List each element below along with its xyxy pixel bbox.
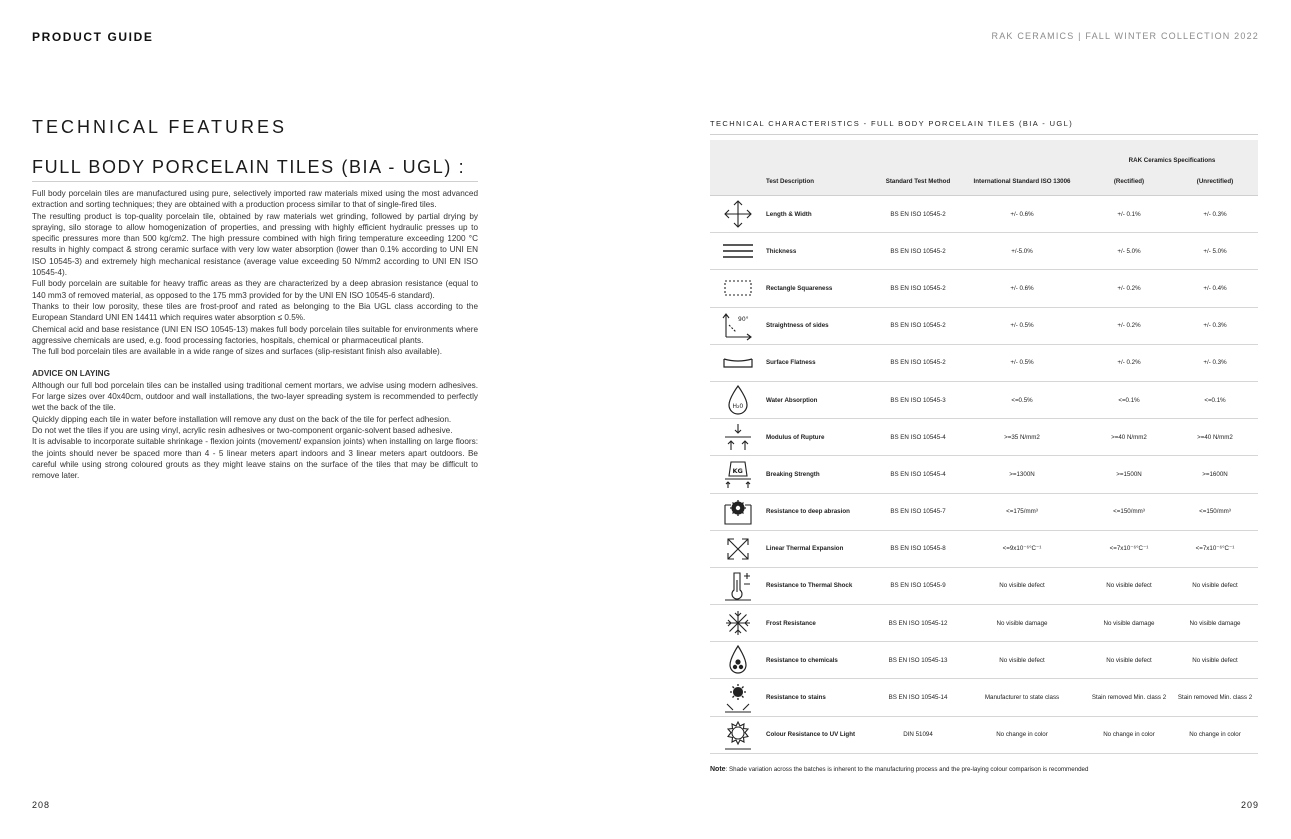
advice-paragraph: Although our full bod porcelain tiles can be installed using traditional cement mortars, we advise using modern adhesives. For large sizes over 40x40cm, outdoor and wall installations, the two-layer spreading system is recommended to perfectly wet the back of the tile. (32, 380, 478, 413)
unrectified-value: +/- 0.4% (1172, 270, 1258, 307)
rectified-value: >=1500N (1086, 456, 1172, 493)
standard-test-method: BS EN ISO 10545-8 (878, 530, 958, 567)
rectified-value: +/- 0.1% (1086, 196, 1172, 233)
header-spacer (958, 140, 1086, 167)
test-description: Length & Width (766, 196, 878, 233)
standard-test-method: BS EN ISO 10545-9 (878, 567, 958, 604)
page-number-left: 208 (32, 800, 51, 810)
standard-test-method: BS EN ISO 10545-2 (878, 344, 958, 381)
unrectified-value: +/- 0.3% (1172, 344, 1258, 381)
unrectified-value: >=1600N (1172, 456, 1258, 493)
unrectified-value: No visible damage (1172, 605, 1258, 642)
iso-standard-value: <=175/mm³ (958, 493, 1086, 530)
unrectified-value: +/- 5.0% (1172, 233, 1258, 270)
table-row (710, 530, 1258, 567)
dashed-rectangle-icon (710, 270, 766, 307)
table-row (710, 642, 1258, 679)
iso-standard-value: >=35 N/mm2 (958, 419, 1086, 456)
test-description: Resistance to chemicals (766, 642, 878, 679)
standard-test-method: BS EN ISO 10545-4 (878, 419, 958, 456)
test-description: Straightness of sides (766, 307, 878, 344)
iso-standard-value: +/- 0.6% (958, 270, 1086, 307)
rectified-value: No visible defect (1086, 642, 1172, 679)
stain-splash-icon (710, 679, 766, 716)
snowflake-icon (710, 605, 766, 642)
svg-text:H₂0: H₂0 (732, 403, 744, 411)
test-description: Breaking Strength (766, 456, 878, 493)
advice-heading: ADVICE ON LAYING (32, 369, 110, 379)
test-description: Modulus of Rupture (766, 419, 878, 456)
unrectified-value: >=40 N/mm2 (1172, 419, 1258, 456)
table-row (710, 679, 1258, 716)
rectified-value: +/- 5.0% (1086, 233, 1172, 270)
table-row (710, 419, 1258, 456)
rak-specifications-header: RAK Ceramics Specifications (1086, 140, 1258, 167)
test-description: Frost Resistance (766, 605, 878, 642)
rectified-value: +/- 0.2% (1086, 344, 1172, 381)
iso-standard-value: Manufacturer to state class (958, 679, 1086, 716)
test-description: Rectangle Squareness (766, 270, 878, 307)
rectified-value: +/- 0.2% (1086, 270, 1172, 307)
unrectified-value: +/- 0.3% (1172, 196, 1258, 233)
table-row (710, 716, 1258, 753)
icon-column-header (710, 167, 766, 196)
rectified-value: <=0.1% (1086, 381, 1172, 418)
page-number-right: 209 (1240, 800, 1259, 810)
rupture-arrows-icon (710, 419, 766, 456)
right-angle-icon (710, 307, 766, 344)
iso-standard-value: No visible damage (958, 605, 1086, 642)
unrectified-value: <=150/mm³ (1172, 493, 1258, 530)
sun-uv-icon (710, 716, 766, 753)
water-drop-icon (710, 381, 766, 418)
column-header: International Standard ISO 13006 (958, 167, 1086, 196)
paragraph: Chemical acid and base resistance (UNI EN ISO 10545-13) makes full body porcelain tiles suitable for environments where aggressive chemicals are used, e.g. food processing factories, hospitals, chemical or pharmaceutical plants. (32, 324, 478, 345)
note-text: : Shade variation across the batches is inherent to the manufacturing process and the pre-laying colour comparison is recommended (725, 766, 1089, 773)
table-row (710, 196, 1258, 233)
table-row (710, 456, 1258, 493)
subtitle: FULL BODY PORCELAIN TILES (BIA - UGL) : (32, 157, 478, 182)
expansion-arrows-icon (710, 530, 766, 567)
rectified-value: No visible damage (1086, 605, 1172, 642)
iso-standard-value: >=1300N (958, 456, 1086, 493)
specifications-table (710, 140, 1258, 754)
table-row (710, 567, 1258, 604)
rectified-value: +/- 0.2% (1086, 307, 1172, 344)
test-description: Thickness (766, 233, 878, 270)
unrectified-value: <=0.1% (1172, 381, 1258, 418)
rectified-value: Stain removed Min. class 2 (1086, 679, 1172, 716)
flat-surface-icon (710, 344, 766, 381)
table-note (710, 766, 1088, 773)
iso-standard-value: No visible defect (958, 642, 1086, 679)
standard-test-method: BS EN ISO 10545-2 (878, 270, 958, 307)
header-spacer (878, 140, 958, 167)
collection-label: RAK CERAMICS | FALL WINTER COLLECTION 2022 (991, 31, 1259, 41)
svg-text:KG: KG (732, 467, 743, 476)
header-spacer (710, 140, 766, 167)
test-description: Resistance to stains (766, 679, 878, 716)
test-description: Surface Flatness (766, 344, 878, 381)
standard-test-method: BS EN ISO 10545-14 (878, 679, 958, 716)
test-description: Resistance to deep abrasion (766, 493, 878, 530)
test-description: Water Absorption (766, 381, 878, 418)
paragraph: Full body porcelain tiles are manufactured using pure, selectively imported raw materials mixed using the most advanced extraction and sorting techniques; they are obtained with a production process similar to that of single-fired tiles. (32, 189, 478, 210)
standard-test-method: BS EN ISO 10545-4 (878, 456, 958, 493)
section-title: TECHNICAL FEATURES (32, 117, 288, 137)
test-description: Resistance to Thermal Shock (766, 567, 878, 604)
abrasion-wheel-icon (710, 493, 766, 530)
table-row (710, 344, 1258, 381)
table-row (710, 381, 1258, 418)
iso-standard-value: +/- 0.6% (958, 196, 1086, 233)
standard-test-method: BS EN ISO 10545-12 (878, 605, 958, 642)
product-guide-label: PRODUCT GUIDE (32, 30, 154, 44)
iso-standard-value: +/-5.0% (958, 233, 1086, 270)
advice-paragraph: It is advisable to incorporate suitable shrinkage - flexion joints (movement/ expansion joints) when installing on large floors: the joints should never be spaced more than 4 - 5 linear meters apart indoors and 3 linear meters apart outdoors. Be careful while using strong coloured grouts as they might leave stains on the surface of the tiles that may be difficult to remove later. (32, 437, 478, 481)
test-description: Linear Thermal Expansion (766, 530, 878, 567)
rectified-value: <=7x10⁻⁶°C⁻¹ (1086, 530, 1172, 567)
paragraph: Thanks to their low porosity, these tiles are frost-proof and rated as belonging to the Bia UGL class according to the European Standard UNI EN 14411 which requires water absorption ≤ 0.5%. (32, 301, 478, 323)
paragraph: The resulting product is top-quality porcelain tile, obtained by raw materials wet grinding, followed by partial drying by spraying, silo storage to allow homogenization of properties, and pressing with highly efficient hydraulic presses up to specific pressures more than 500 kg/cm2. The high pressure combined with high firing temperature exceeding 1200 °C results in highly compact & strong ceramic surface with very low water absorption (lower than 0.1% according to UNI EN ISO 10545-3) and extremely high mechanical resistance (average value exceeding 50 N/mm2 according to UNI EN ISO 10545-4). (32, 211, 478, 278)
table-body (710, 196, 1258, 754)
unrectified-value: <=7x10⁻⁶°C⁻¹ (1172, 530, 1258, 567)
table-row (710, 233, 1258, 270)
note-label: Note (710, 766, 726, 773)
thermometer-icon (710, 567, 766, 604)
column-header: Test Description (766, 167, 878, 196)
table-title: TECHNICAL CHARACTERISTICS - FULL BODY PORCELAIN TILES (BIA - UGL) (710, 119, 1258, 135)
paragraph: The full bod porcelain tiles are available in a wide range of sizes and surfaces (slip-resistant finish also available). (32, 347, 443, 357)
thickness-lines-icon (710, 233, 766, 270)
iso-standard-value: <=0.5% (958, 381, 1086, 418)
table-group-header-row (710, 140, 1258, 167)
table-row (710, 270, 1258, 307)
standard-test-method: BS EN ISO 10545-2 (878, 196, 958, 233)
table-row (710, 605, 1258, 642)
rectified-value: No change in color (1086, 716, 1172, 753)
table-header-row (710, 167, 1258, 196)
weight-kg-icon (710, 456, 766, 493)
rectified-value: <=150/mm³ (1086, 493, 1172, 530)
advice-paragraph: Quickly dipping each tile in water before installation will remove any dust on the back of the tile for perfect adhesion. (32, 414, 452, 424)
test-description: Colour Resistance to UV Light (766, 716, 878, 753)
paragraph: Full body porcelain are suitable for heavy traffic areas as they are characterized by a deep abrasion resistance (equal to 140 mm3 of removed material, as opposed to the 175 mm3 provided for by the UNI EN ISO 10545-6 standard). (32, 279, 478, 300)
column-header: Standard Test Method (878, 167, 958, 196)
standard-test-method: DIN 51094 (878, 716, 958, 753)
column-header: (Rectified) (1086, 167, 1172, 196)
standard-test-method: BS EN ISO 10545-3 (878, 381, 958, 418)
table-row (710, 307, 1258, 344)
standard-test-method: BS EN ISO 10545-13 (878, 642, 958, 679)
header-spacer (766, 140, 878, 167)
unrectified-value: +/- 0.3% (1172, 307, 1258, 344)
arrows-4-way-icon (710, 196, 766, 233)
table-row (710, 493, 1258, 530)
iso-standard-value: <=9x10⁻⁶°C⁻¹ (958, 530, 1086, 567)
iso-standard-value: No change in color (958, 716, 1086, 753)
svg-text:90°: 90° (738, 315, 749, 323)
iso-standard-value: +/- 0.5% (958, 344, 1086, 381)
column-header: (Unrectified) (1172, 167, 1258, 196)
chemical-drop-icon (710, 642, 766, 679)
unrectified-value: No visible defect (1172, 642, 1258, 679)
rectified-value: No visible defect (1086, 567, 1172, 604)
iso-standard-value: +/- 0.5% (958, 307, 1086, 344)
standard-test-method: BS EN ISO 10545-2 (878, 307, 958, 344)
standard-test-method: BS EN ISO 10545-2 (878, 233, 958, 270)
unrectified-value: No visible defect (1172, 567, 1258, 604)
advice-paragraph: Do not wet the tiles if you are using vinyl, acrylic resin adhesives or two-component organic-solvent based adhesive. (32, 425, 453, 435)
rectified-value: >=40 N/mm2 (1086, 419, 1172, 456)
unrectified-value: No change in color (1172, 716, 1258, 753)
unrectified-value: Stain removed Min. class 2 (1172, 679, 1258, 716)
body-text (32, 188, 478, 481)
standard-test-method: BS EN ISO 10545-7 (878, 493, 958, 530)
iso-standard-value: No visible defect (958, 567, 1086, 604)
